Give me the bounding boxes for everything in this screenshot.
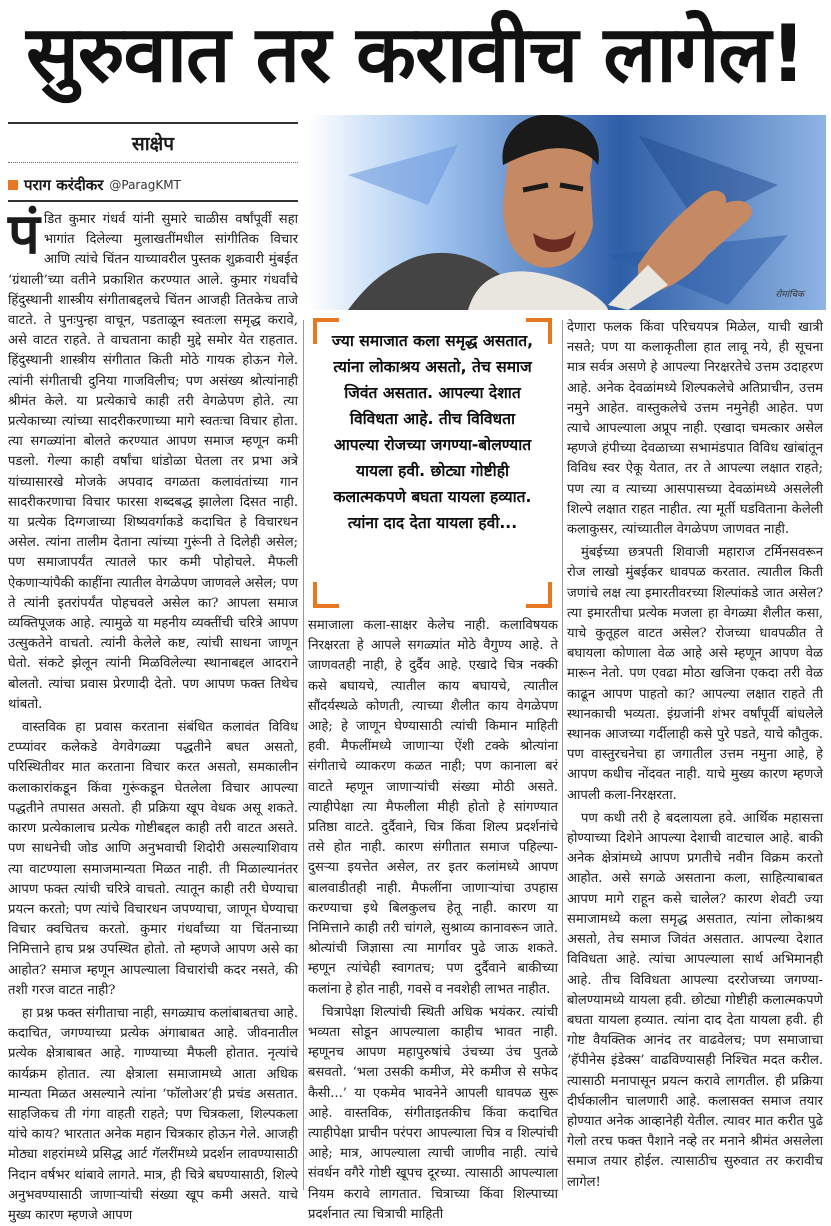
byline-square-icon [8,180,18,190]
article-column-3 [567,318,823,1193]
paragraph: वास्तविक हा प्रवास करताना संबंधित कलावंत विविध टप्प्यांवर कलेकडे वेगवेगळ्या पद्धतीने बघत असतो, परिस्थितीवर मात करताना विचार करत असतो, समकालीन कलाकारांकडून किंवा गुरूंकडून घेतलेला विचार आपल्या पद्धतीने तपासत असतो. ही प्रक्रिया खूप वेधक असू शकते. कारण प्रत्येकालाच प्रत्येक गोष्टीबद्दल काही तरी वाटत असते. पण साधनेची जोड आणि अनुभवाची शिदोरी असल्याशिवाय त्या वाटण्याला समाजमान्यता मिळत नाही. ती मिळाल्यानंतर आपण फक्त त्यांची चरित्रे वाचतो. त्यातून काही तरी घेण्याचा प्रयत्न करतो; पण त्यांचे विचारधन जपण्याचा, जाणून घेण्याचा विचार क्वचितच करतो. कुमार गंधर्वांच्या या चिंतनाच्या निमित्ताने हाच प्रश्न उपस्थित होतो. तो म्हणजे आपण असे का आहोत? समाज म्हणून आपल्याला विचारांची कदर नसते, की तशी गरज वाटत नाही? [8,720,298,998]
column-divider [562,320,563,1190]
paragraph: समाजाला कला-साक्षर केलेच नाही. कलाविषयक निरक्षरता हे आपले सगळ्यांत मोठे वैगुण्य आहे. ते जाणवतही नाही, हे दुर्दैव आहे. एखादे चित्र नक्की कसे बघायचे, त्यातील काय बघायचे, त्यातील सौंदर्यस्थळे कोणती, त्याच्या शैलीत काय वेगळेपण आहे; हे जाणून घेण्यासाठी त्यांची किमान माहिती हवी. मैफलींमध्ये जाणाऱ्या ऐंशी टक्के श्रोत्यांना संगीताचे व्याकरण कळत नाही; पण कानाला बरं वाटते म्हणून जाणाऱ्यांची संख्या मोठी असते. त्याहीपेक्षा त्या मैफलीला मीही होतो हे सांगण्यात प्रतिष्ठा वाटते. दुर्दैवाने, चित्र किंवा शिल्प प्रदर्शनांचे तसे होत नाही. कारण संगीतात समाज पहिल्या-दुसऱ्या इयत्तेत असेल, तर इतर कलांमध्ये आपण बालवाडीतही नाही. मैफलींना जाणाऱ्यांचा उपहास करण्याचा इथे बिलकुलच हेतू नाही. कारण या निमित्ताने काही तरी चांगले, सुश्राव्य कानावरून जाते. श्रोत्यांची जिज्ञासा त्या मार्गावर पुढे जाऊ शकते. म्हणून त्यांचेही स्वागतच; पण दुर्दैवाने बाकीच्या कलांना हे होत नाही, गवसे व नवशेही लाभत नाहीत. [308,618,558,997]
headline: सुरुवात तर करावीच लागेल! [26,10,805,100]
column-name: साक्षेप [131,133,175,155]
paragraph: पण कधी तरी हे बदलायला हवे. आर्थिक महासत्ता होण्याच्या दिशेने आपल्या देशाची वाटचाल आहे. बाकी अनेक क्षेत्रांमध्ये आपण प्रगतीचे नवीन विक्रम करतो आहोत. असे सगळे असताना कला, साहित्याबाबत आपण मागे राहून कसे चालेल? कारण शेवटी ज्या समाजामध्ये कला समृद्ध असतात, त्यांना लोकाश्रय असतो, तेच समाज जिवंत असतात. आपल्या देशात विविधता आहे. त्यांचा आपल्याला सार्थ अभिमानही आहे. तीच विविधता आपल्या दररोजच्या जगण्या-बोलण्यामध्ये यायला हवी. छोट्या गोष्टीही कलात्मकपणे बघता यायला हव्यात. त्यांना दाद देता यायला हवी. ही गोष्ट वैयक्तिक आनंद तर वाढवेलच; पण समाजाचा ‘हॅपीनेस इंडेक्स’ वाढविण्यासही निश्चित मदत करील. त्यासाठी मनापासून प्रयत्न करावे लागतील. ही प्रक्रिया दीर्घकालीन चालणारी आहे. कलासक्त समाज तयार होण्यात अनेक आव्हानेही येतील. त्यावर मात करीत पुढे गेलो तरच फक्त पैशाने नव्हे तर मनाने श्रीमंत असलेला समाज तयार होईल. त्यासाठीच सुरुवात तर करावीच लागेल! [567,810,823,1190]
quote-bracket-bottom-left [313,582,339,608]
author-name: पराग करंदीकर [24,176,104,194]
paragraph: मुंबईच्या छत्रपती शिवाजी महाराज टर्मिनसवरून रोज लाखो मुंबईकर धावपळ करतात. त्यातील किती जणांचे लक्ष त्या इमारतीवरच्या शिल्पांकडे जात असेल? त्या इमारतीचा प्रत्येक मजला हा वेगळ्या शैलीत कसा, याचे कुतूहल वाटत असेल? रोजच्या धावपळीत ते बघायला कोणाला वेळ आहे असे म्हणून आपण वेळ मारून नेतो. पण एवढा मोठा खजिना एकदा तरी वेळ काढून आपण पाहतो का? आपल्या लक्षात राहते ती स्थानकाची भव्यता. इंग्रजांनी शंभर वर्षांपूर्वी बांधलेले स्थानक आजच्या गर्दीलाही कसे पुरे पडते, याचे कौतुक. पण वास्तुरचनेचा हा जगातील उत्तम नमुना आहे, हे आपण कधीच नोंदवत नाही. याचे मुख्य कारण म्हणजे आपली कला-निरक्षरता. [567,545,823,803]
article-column-1 [8,201,298,1226]
pull-quote-box [313,318,552,608]
author-handle[interactable]: @ParagKMT [109,178,181,192]
singer-illustration [308,115,826,310]
paragraph: देणारा फलक किंवा परिचयपत्र मिळेल, याची खात्री नसते; पण या कलाकृतीला हात लावू नये, ही सूचना मात्र सर्वत्र असणे हे आपल्या निरक्षरतेचे उत्तम उदाहरण आहे. अनेक देवळांमध्ये शिल्पकलेचे अतिप्राचीन, उत्तम नमुने आहेत. वास्तुकलेचे उत्तम नमुनेही आहेत. पण त्याचे आपल्याला अप्रूप नाही. एखादा चमत्कार असेल म्हणजे हंपीच्या देवळाच्या सभामंडपात विविध खांबांतून विविध स्वर ऐकू येतात, तर ते आपल्या लक्षात राहते; पण त्या व त्याच्या आसपासच्या देवळांमध्ये असलेली शिल्पे लक्षात राहत नाहीत. त्या मूर्ती घडविताना केलेली कलाकुसर, त्यांच्यातील वेगळेपण जाणवत नाही. [567,320,823,538]
paragraph: हा प्रश्न फक्त संगीताचा नाही, सगळ्याच कलांबाबतचा आहे. कदाचित, जगण्याच्या प्रत्येक अंगाबाबत आहे. जीवनातील प्रत्येक क्षेत्राबाबत आहे. गाण्याच्या मैफली होतात. नृत्यांचे कार्यक्रम होतात. त्या क्षेत्राला समाजामध्ये आता अधिक मान्यता मिळत असल्याने त्यांना ‘फॉलोअर’ही प्रचंड असतात. साहजिकच ती गंगा वाहती राहते; पण चित्रकला, शिल्पकला यांचे काय? भारतात अनेक महान चित्रकार होऊन गेले. आजही मोठ्या शहरांमध्ये प्रसिद्ध आर्ट गॅलरींमध्ये प्रदर्शन लावण्यासाठी निदान वर्षभर थांबावे लागते. मात्र, ही चित्रे बघण्यासाठी, शिल्पे अनुभवण्यासाठी जाणाऱ्यांची संख्या खूप कमी असते. याचे मुख्य कारण म्हणजे आपण [8,1005,298,1223]
column-divider [303,320,304,1190]
byline [8,170,298,202]
illustration [308,115,826,310]
paragraph: चित्रापेक्षा शिल्पांची स्थिती अधिक भयंकर. त्यांची भव्यता सोडून आपल्याला काहीच भावत नाही. म्हणूनच आपण महापुरुषांचे उंचच्या उंच पुतळे बसवतो. ‘भला उसकी कमीज, मेरे कमीज से सफेद कैसी...’ या एकमेव भावनेने आपली धावपळ सुरू आहे. वास्तविक, संगीताइतकीच किंवा कदाचित त्याहीपेक्षा प्राचीन परंपरा आपल्याला चित्र व शिल्पांची आहे; मात्र, आपल्याला त्याची जाणीव नाही. त्यांचे संवर्धन वगैरे गोष्टी खूपच दूरच्या. त्यासाठी आपल्याला नियम करावे लागतात. चित्राच्या किंवा शिल्पाच्या प्रदर्शनात त्या चित्राची माहिती [308,1004,558,1222]
quote-bracket-bottom-right [526,582,552,608]
pull-quote-text: ज्या समाजात कला समृद्ध असतात, त्यांना लोकाश्रय असतो, तेच समाज जिवंत असतात. आपल्या देशात विविधता आहे. तीच विविधता आपल्या रोजच्या जगण्या-बोलण्यात यायला हवी. छोट्या गोष्टीही कलात्मकपणे बघता यायला हव्यात. त्यांना दाद देता यायला हवी... [331,332,534,532]
column-tag [8,122,298,163]
article-column-2 [308,616,558,1225]
drop-cap: पं [8,201,40,267]
paragraph: पंडित कुमार गंधर्व यांनी सुमारे चाळीस वर्षांपूर्वी सहा भागांत दिलेल्या मुलाखतींमधील सांगीतिक विचार आणि त्यांचे चिंतन याच्यावरील पुस्तक शुक्रवारी मुंबईत ‘ग्रंथाली’च्या वतीने प्रकाशित करण्यात आले. कुमार गंधर्वांचे हिंदुस्थानी शास्त्रीय संगीताबद्दलचे चिंतन आजही तितकेच ताजे वाटते. ते पुनःपुन्हा वाचून, पडताळून स्वतःला समृद्ध करावे, असे वाटत राहते. ते वाचताना काही मुद्दे समोर येत राहतात. हिंदुस्थानी शास्त्रीय संगीतात किती मोठे गायक होऊन गेले. त्यांनी संगीताची दुनिया गाजविलीच; पण असंख्य श्रोत्यांनाही श्रीमंत केले. या प्रत्येकाचे काही तरी वेगळेपण होते. त्या प्रत्येकाच्या त्यांच्या सादरीकरणाच्या मागे स्वतःचा विचार होता. त्या सगळ्यांना बोलते करण्यात आपण समाज म्हणून कमी पडलो. गेल्या काही वर्षांचा धांडोळा घेतला तर प्रभा अत्रे यांच्यासारखे मोजके अपवाद वगळता कलावंतांच्या गान सादरीकरणाचा विचार फारसा शब्दबद्ध झालेला दिसत नाही. या प्रत्येक दिग्गजाच्या शिष्यवर्गाकडे कदाचित हे विचारधन असेल. त्यांना तालीम देताना त्यांच्या गुरूंनी ते दिलेही असेल; पण समाजापर्यंत त्यातले फार कमी पोहोचले. मैफली ऐकणाऱ्यांपैकी काहींना त्यातील वेगळेपण जाणवले असेल; पण ते त्यांनी इतरांपर्यंत पोहचवले असेल का? आपला समाज व्यक्तिपूजक आहे. त्यामुळे या महनीय व्यक्तींची चरित्रे आपण उत्सुकतेने वाचतो. त्यांनी केलेले कष्ट, त्यांची साधना जाणून घेतो. संकटे झेलून त्यांनी मिळविलेल्या स्थानाबद्दल आदराने बोलतो. त्यांचा प्रवास प्रेरणादी देतो. पण आपण फक्त तिथेच थांबतो. [8,201,298,712]
illustration-signature: रोमांचिक [775,290,804,300]
